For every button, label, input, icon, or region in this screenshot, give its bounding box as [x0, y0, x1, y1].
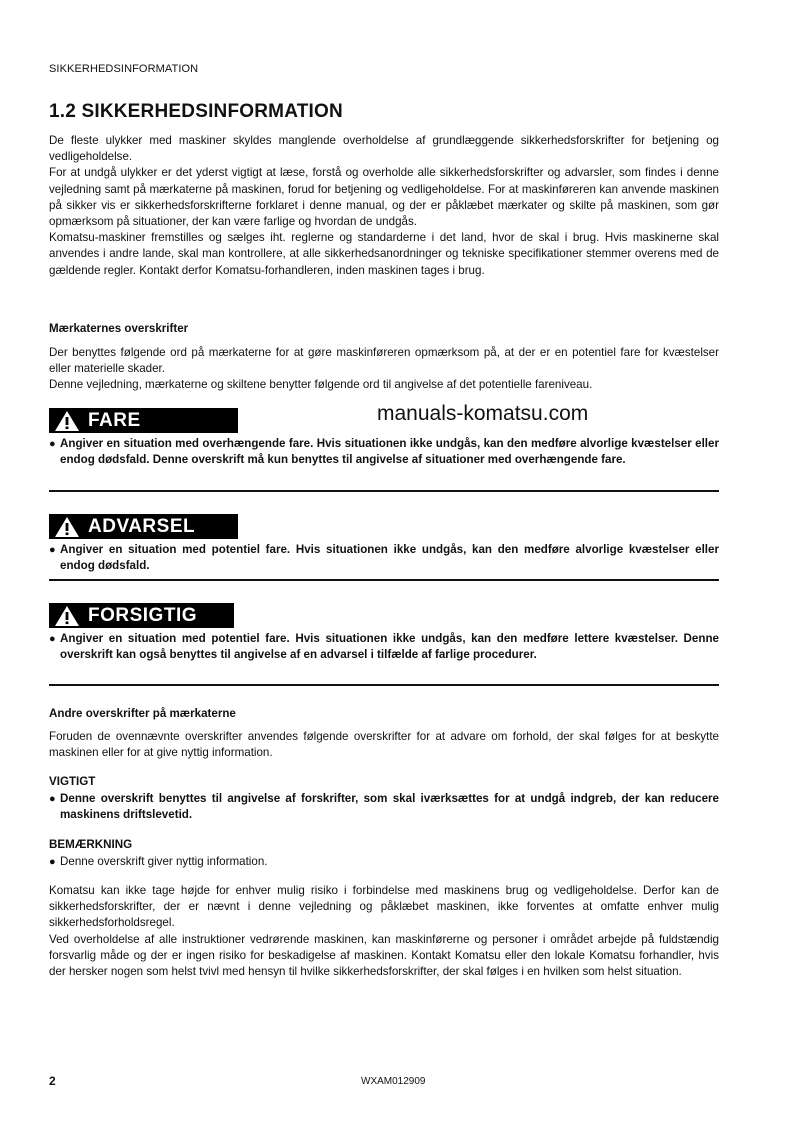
- closing-paragraphs: [49, 883, 719, 980]
- bemaerkning-description: Denne overskrift giver nyttig information.: [60, 855, 268, 868]
- labels-heading: Mærkaternes overskrifter: [49, 322, 189, 335]
- divider: [49, 490, 719, 492]
- signal-label-fare: FARE: [88, 410, 141, 431]
- bullet-dot: ●: [49, 544, 56, 556]
- bullet-dot: ●: [49, 856, 56, 868]
- bullet-dot: ●: [49, 438, 56, 450]
- vigtigt-heading: VIGTIGT: [49, 775, 96, 788]
- intro-paragraphs: [49, 133, 719, 279]
- page-number: 2: [49, 1074, 56, 1088]
- bemaerkning-heading: BEMÆRKNING: [49, 838, 133, 851]
- section-title: 1.2 SIKKERHEDSINFORMATION: [49, 101, 343, 122]
- warning-triangle-icon: [53, 408, 81, 433]
- signal-text-forsigtig: [49, 631, 719, 663]
- running-header: SIKKERHEDSINFORMATION: [49, 63, 199, 75]
- bullet-dot: ●: [49, 633, 56, 645]
- bullet-dot: ●: [49, 793, 56, 805]
- other-headings-text: Foruden de ovennævnte overskrifter anvendes følgende overskrifter for at advare om forhold, der skal følges for at beskytte maskinen eller for at give nyttig information.: [49, 730, 719, 760]
- warning-triangle-icon: [53, 514, 81, 539]
- signal-description: Angiver en situation med potentiel fare. Hvis situationen ikke undgås, kan den medføre alvorlige kvæstelser eller endog dødsfald.: [60, 543, 719, 573]
- closing-paragraph-1: Komatsu kan ikke tage højde for enhver mulig risiko i forbindelse med maskinens brug og vedligeholdelse. Derfor kan de sikkerhedsforskrifter, der er nævnt i denne vejledning og påklæbet maskinen, ikke forventes at omfatte enhver mulig sikkerhedsforholdsregel.: [49, 884, 719, 930]
- signal-label-advarsel: ADVARSEL: [88, 516, 196, 537]
- watermark: manuals-komatsu.com: [377, 402, 589, 425]
- signal-banner-forsigtig: [49, 603, 234, 628]
- intro-paragraph-3: Komatsu-maskiner fremstilles og sælges iht. reglerne og standarderne i det land, hvor de skal i brug. Hvis maskinerne skal anvendes i andre lande, skal man kontrollere, at alle sikkerhedsanordninger og tekniske specifikationer stemmer overens med de gældende regler. Kontakt derfor Komatsu-forhandleren, inden maskinen tages i brug.: [49, 231, 719, 277]
- bemaerkning-text: [49, 854, 719, 870]
- signal-banner-fare: [49, 408, 238, 433]
- labels-paragraph-1: Der benyttes følgende ord på mærkaterne for at gøre maskinføreren opmærksom på, at der er en potentiel fare for kvæstelser eller materielle skader.: [49, 346, 719, 376]
- divider: [49, 684, 719, 686]
- other-headings-title: Andre overskrifter på mærkaterne: [49, 707, 236, 720]
- signal-text-fare: [49, 436, 719, 468]
- labels-text: [49, 345, 719, 394]
- warning-triangle-icon: [53, 603, 81, 628]
- signal-label-forsigtig: FORSIGTIG: [88, 605, 197, 626]
- intro-paragraph-1: De fleste ulykker med maskiner skyldes manglende overholdelse af grundlæggende sikkerhedsforskrifter for betjening og vedligeholdelse.: [49, 134, 719, 164]
- divider: [49, 579, 719, 581]
- signal-text-advarsel: [49, 542, 719, 574]
- signal-description: Angiver en situation med overhængende fare. Hvis situationen ikke undgås, kan den medføre alvorlige kvæstelser eller endog dødsfald. Denne overskrift må kun benyttes til angivelse af situationer med overhængende fare.: [60, 437, 719, 467]
- closing-paragraph-2: Ved overholdelse af alle instruktioner vedrørende maskinen, kan maskinførerne og personer i området arbejde på fuldstændig forsvarlig måde og der er ingen risiko for beskadigelse af maskinen. Kontakt Komatsu eller den lokale Komatsu forhandler, hvis der hersker nogen som helst tvivl med hensyn til hvilke sikkerhedsforskrifter, der skal følges i en hvilken som helst situation.: [49, 932, 719, 979]
- signal-description: Angiver en situation med potentiel fare. Hvis situationen ikke undgås, kan den medføre lettere kvæstelser. Denne overskrift kan også benyttes til angivelse af en advarsel i tilfælde af farlige procedurer.: [60, 632, 719, 662]
- vigtigt-description: Denne overskrift benyttes til angivelse af forskrifter, som skal iværksættes for at undgå indgreb, der kan reducere maskinens driftslevetid.: [60, 792, 719, 822]
- document-code: WXAM012909: [361, 1076, 426, 1087]
- intro-paragraph-2: For at undgå ulykker er det yderst vigtigt at læse, forstå og overholde alle sikkerhedsforskrifter og advarsler, som findes i denne vejledning samt på mærkaterne på maskinen, forud for betjening og vedligeholdelse. For at maskinføreren kan anvende maskinen på sikker vis er sikkerhedsforskrifterne forklaret i denne manual, og der er påklæbet mærkater og skilte på maskinen, som gør opmærksom på situationer, der kan være farlige og hvordan de undgås.: [49, 166, 719, 229]
- vigtigt-text: [49, 791, 719, 823]
- signal-banner-advarsel: [49, 514, 238, 539]
- labels-paragraph-2: Denne vejledning, mærkaterne og skiltene benytter følgende ord til angivelse af det potentielle fareniveau.: [49, 378, 593, 392]
